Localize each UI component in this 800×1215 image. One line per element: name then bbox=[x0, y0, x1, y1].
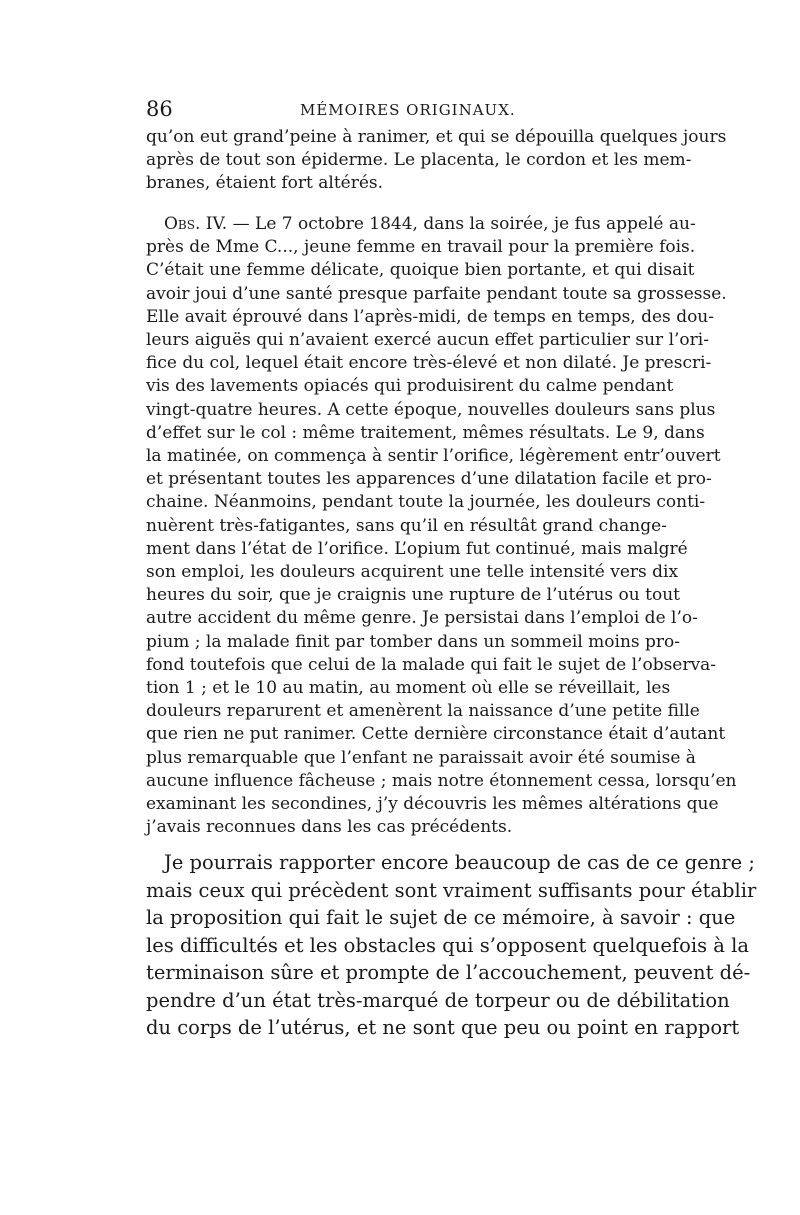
text-line: douleurs reparurent et amenèrent la naissance d’une petite fille bbox=[146, 701, 700, 722]
text-line: près de Mme C..., jeune femme en travail pour la première fois. bbox=[146, 237, 696, 258]
text-line: après de tout son épiderme. Le placenta, le cordon et les mem- bbox=[146, 150, 692, 171]
text-line: nuèrent très-fatigantes, sans qu’il en résultât grand change- bbox=[146, 515, 667, 536]
paragraph-continuation bbox=[146, 126, 727, 196]
text-line: heures du soir, que je craignis une rupture de l’utérus ou tout bbox=[146, 585, 680, 606]
text-line: branes, étaient fort altérés. bbox=[146, 173, 384, 194]
text-line: qu’on eut grand’peine à ranimer, et qui se dépouilla quelques jours bbox=[146, 127, 727, 147]
page-number: 86 bbox=[146, 97, 173, 121]
text-line: vis des lavements opiacés qui produisirent du calme pendant bbox=[146, 376, 674, 397]
text-line: tion 1 ; et le 10 au matin, au moment où elle se réveillait, les bbox=[146, 678, 671, 699]
running-title: MÉMOIRES ORIGINAUX. bbox=[300, 101, 516, 119]
text-line: fice du col, lequel était encore très-élevé et non dilaté. Je prescri- bbox=[146, 353, 712, 374]
text-line: mais ceux qui précèdent sont vraiment suffisants pour établir bbox=[146, 878, 757, 902]
text-line: que rien ne put ranimer. Cette dernière circonstance était d’autant bbox=[146, 724, 726, 745]
observation-label: Obs. IV. bbox=[164, 214, 228, 234]
text-line: pendre d’un état très-marqué de torpeur ou de débilitation bbox=[146, 988, 730, 1012]
text-line: son emploi, les douleurs acquirent une telle intensité vers dix bbox=[146, 562, 679, 583]
text-line: la matinée, on commença à sentir l’orifice, légèrement entr’ouvert bbox=[146, 446, 721, 467]
page-header bbox=[146, 96, 666, 124]
text-line: ment dans l’état de l’orifice. L’opium fut continué, mais malgré bbox=[146, 538, 688, 559]
observation-paragraph bbox=[146, 213, 737, 839]
text-line: fond toutefois que celui de la malade qui fait le sujet de l’observa- bbox=[146, 654, 716, 675]
text-line: d’effet sur le col : même traitement, mêmes résultats. Le 9, dans bbox=[146, 422, 705, 443]
text-line: pium ; la malade finit par tomber dans un sommeil moins pro- bbox=[146, 631, 681, 652]
text-line: leurs aiguës qui n’avaient exercé aucun effet particulier sur l’ori- bbox=[146, 330, 709, 351]
text-line: chaine. Néanmoins, pendant toute la journée, les douleurs conti- bbox=[146, 492, 706, 513]
text-line: les difficultés et les obstacles qui s’opposent quelquefois à la bbox=[146, 933, 749, 957]
text-line: avoir joui d’une santé presque parfaite pendant toute sa grossesse. bbox=[146, 283, 727, 304]
text-line: C’était une femme délicate, quoique bien portante, et qui disait bbox=[146, 260, 695, 281]
text-line: examinant les secondines, j’y découvris les mêmes altérations que bbox=[146, 794, 719, 815]
conclusion-paragraph bbox=[146, 849, 757, 1042]
text-line: du corps de l’utérus, et ne sont que peu ou point en rapport bbox=[146, 1016, 740, 1039]
text-line: la proposition qui fait le sujet de ce mémoire, à savoir : que bbox=[146, 906, 736, 929]
text-line: et présentant toutes les apparences d’une dilatation facile et pro- bbox=[146, 469, 712, 490]
text-line: aucune influence fâcheuse ; mais notre étonnement cessa, lorsqu’en bbox=[146, 770, 737, 791]
text-line: Elle avait éprouvé dans l’après-midi, de temps en temps, des dou- bbox=[146, 306, 714, 327]
text-line: Je pourrais rapporter encore beaucoup de cas de ce genre ; bbox=[164, 851, 755, 874]
text-line: autre accident du même genre. Je persistai dans l’emploi de l’o- bbox=[146, 608, 698, 629]
text-line: j’avais reconnues dans les cas précédents. bbox=[146, 817, 513, 838]
text-line: terminaison sûre et prompte de l’accouchement, peuvent dé- bbox=[146, 961, 751, 984]
text-segment: — Le 7 octobre 1844, dans la soirée, je fus appelé au- bbox=[227, 214, 696, 234]
text-line: plus remarquable que l’enfant ne paraissait avoir été soumise à bbox=[146, 747, 696, 768]
text-line bbox=[146, 213, 696, 236]
text-line: vingt-quatre heures. A cette époque, nouvelles douleurs sans plus bbox=[146, 399, 716, 420]
